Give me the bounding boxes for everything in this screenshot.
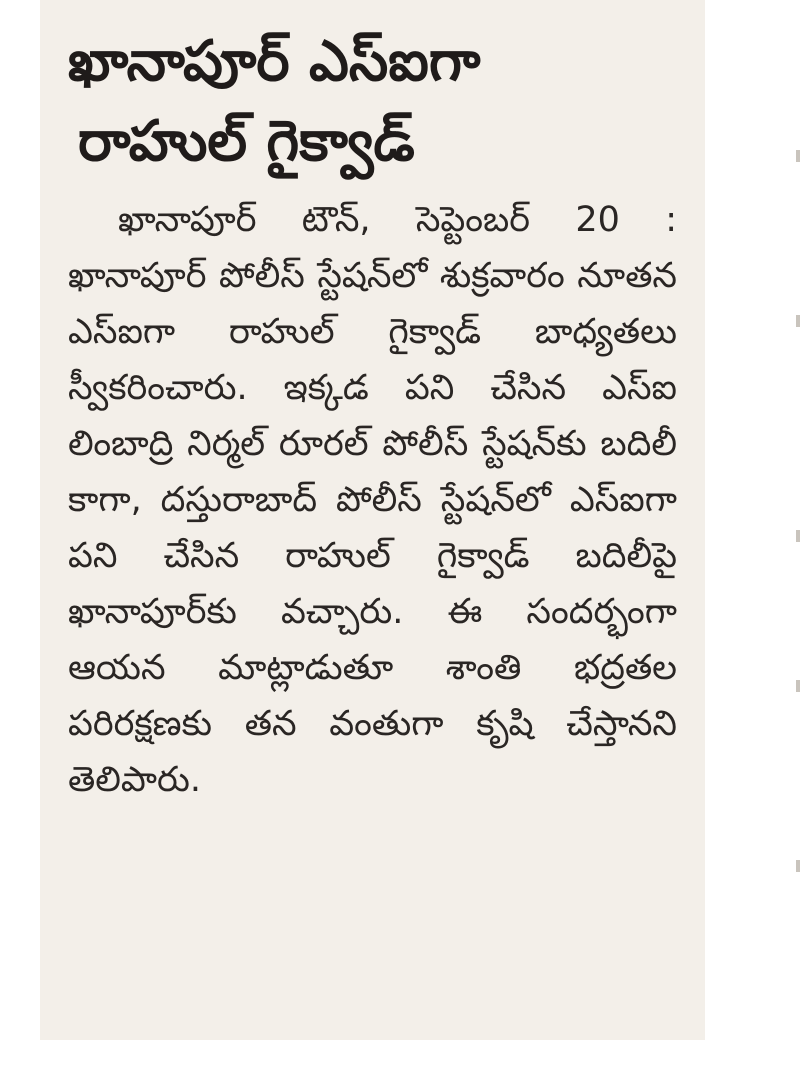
headline-line-1: ఖానాపూర్ ఎస్ఐగా bbox=[68, 29, 481, 94]
article-text: ఖానాపూర్ పోలీస్ స్టేషన్‌లో శుక్రవారం నూతన ఎస్ఐగా రాహుల్ గైక్వాడ్ బాధ్యతలు స్వీకరించారు. ఇక్కడ పని చేసిన ఎస్ఐ లింబాద్రి నిర్మల్ రూరల్ పోలీస్ స్టేషన్‌కు బదిలీ కాగా, దస్తురాబాద్ పోలీస్ స్టేషన్‌లో ఎస్ఐగా పని చేసిన రాహుల్ గైక్వాడ్ బదిలీపై ఖానాపూర్‌కు వచ్చారు. ఈ సందర్భంగా ఆయన మాట్లాడుతూ శాంతి భద్రతల పరిరక్షణకు తన వంతుగా కృషి చేస్తానని తెలిపారు. bbox=[68, 256, 677, 800]
headline-line-2: రాహుల్ గైక్వాడ్ bbox=[78, 109, 415, 174]
adjacent-column-edge bbox=[794, 0, 800, 1067]
article-body bbox=[68, 192, 677, 808]
headline bbox=[68, 22, 677, 182]
dateline: ఖానాపూర్ టౌన్, సెప్టెంబర్ 20 : bbox=[118, 200, 677, 240]
newspaper-clipping bbox=[40, 0, 705, 1040]
